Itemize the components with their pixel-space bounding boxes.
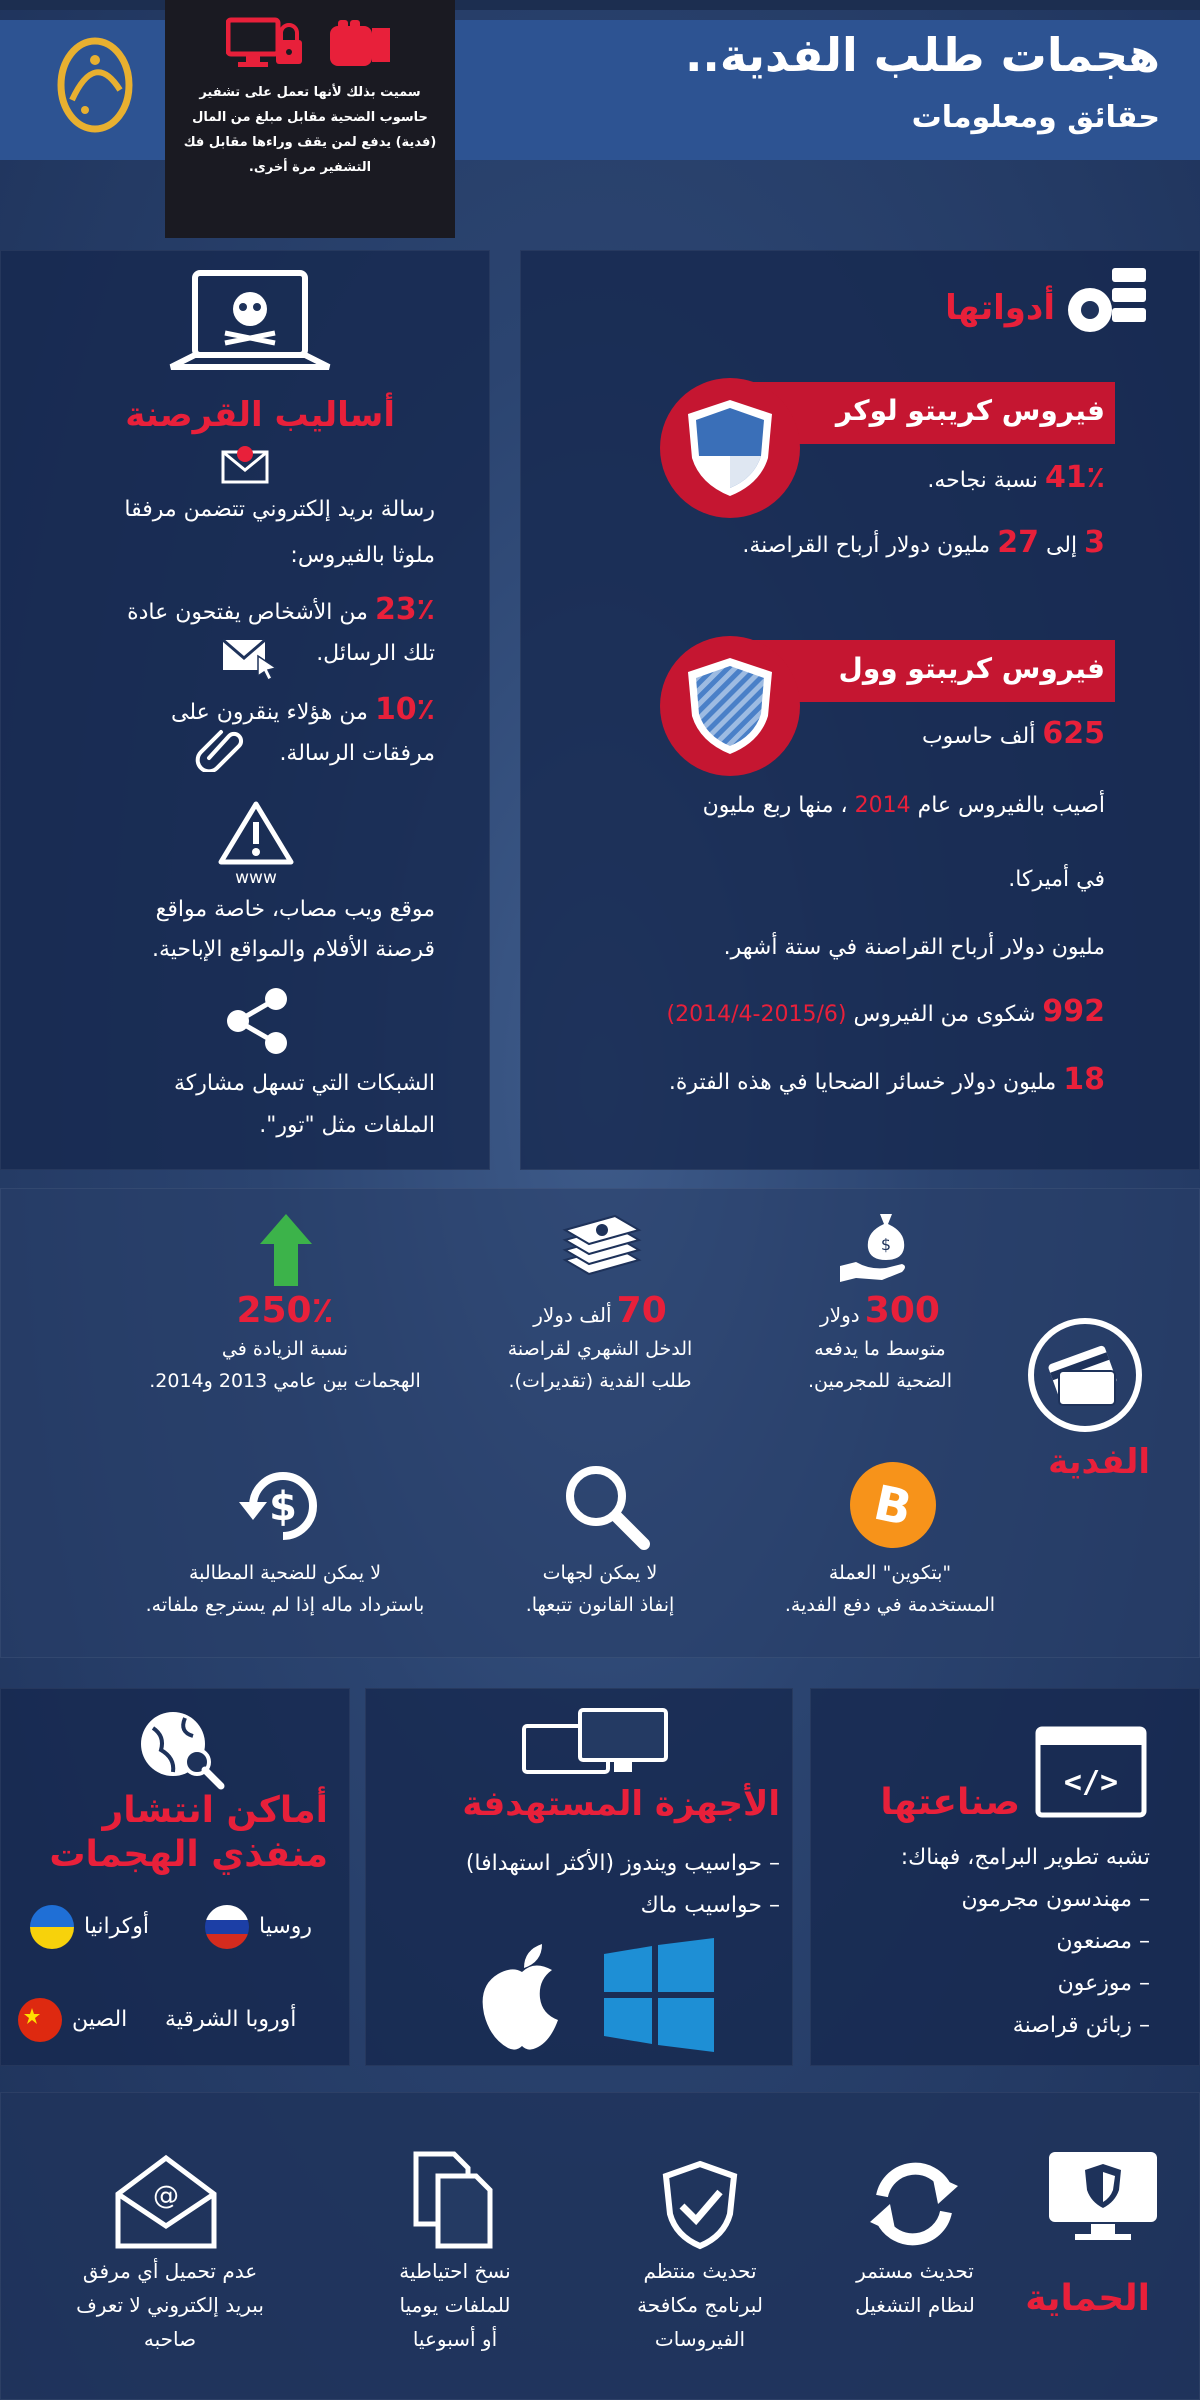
computers-label: ألف حاسوب — [921, 724, 1036, 749]
infected-text-b: ، منها ربع مليون — [702, 793, 848, 818]
infected-email-icon — [220, 442, 270, 484]
industry-item-3: – موزعون — [1057, 1971, 1150, 1996]
globe-search-icon — [135, 1706, 225, 1790]
ransom-heading: الفدية — [1048, 1442, 1150, 1482]
computers-value: 625 — [1042, 716, 1105, 751]
success-value: 41٪ — [1044, 460, 1105, 495]
country-label-ukraine: أوكرانيا — [84, 1914, 149, 1939]
click-value: 10٪ — [374, 692, 435, 727]
cryptowall-usa: في أميركا. — [1008, 867, 1105, 892]
email-click-icon — [220, 634, 280, 680]
profit-label: مليون دولار أرباح القراصنة. — [742, 533, 991, 558]
monthly-value: 70 — [616, 1290, 667, 1331]
svg-text:B: B — [869, 1474, 917, 1538]
industry-item-2: – مصنعون — [1056, 1929, 1150, 1954]
country-china — [18, 1998, 127, 2042]
avg-caption-a: متوسط ما يدفعه — [814, 1338, 946, 1360]
computers-icon — [520, 1706, 670, 1780]
complaints-label: شكوى من الفيروس — [853, 1002, 1036, 1027]
industry-item-1: – مهندسون مجرمون — [961, 1887, 1150, 1912]
places-heading-b: منفذي الهجمات — [49, 1834, 328, 1875]
country-eastern-europe: أوروبا الشرقية — [165, 2007, 297, 2032]
cryptowall-complaints — [667, 994, 1105, 1033]
industry-item-4: – زبائن قراصنة — [1012, 2013, 1150, 2038]
cryptowall-losses — [669, 1062, 1105, 1101]
trace-caption-b: إنفاذ القانون تتبعها. — [525, 1594, 675, 1616]
shield-icon — [682, 396, 778, 500]
losses-label: مليون دولار خسائر الضحايا في هذه الفترة. — [668, 1070, 1057, 1095]
apple-logo-icon — [472, 1942, 572, 2054]
paperclip-icon — [195, 722, 245, 772]
protection-1-a: تحديث مستمر — [856, 2259, 974, 2283]
svg-text:$: $ — [269, 1484, 297, 1530]
gears-server-icon — [1060, 260, 1150, 340]
credit-card-icon — [1025, 1315, 1145, 1435]
methods-heading: أساليب القرصنة — [125, 395, 395, 435]
protection-2-a: تحديث منتظم — [643, 2259, 757, 2283]
email-method-b: ملوثا بالفيروس: — [290, 543, 435, 568]
trace-caption-a: لا يمكن لجهات — [542, 1562, 658, 1584]
protection-4-b: ببريد إلكتروني لا تعرف — [76, 2293, 264, 2317]
ukraine-flag-icon — [30, 1905, 74, 1949]
open-text-b: تلك الرسائل. — [316, 641, 435, 666]
losses-value: 18 — [1063, 1062, 1105, 1097]
cryptolocker-title: فيروس كريبتو لوكر — [835, 394, 1105, 427]
click-text-b: مرفقات الرسالة. — [279, 741, 435, 766]
share-icon — [222, 985, 294, 1057]
avg-unit: دولار — [820, 1303, 860, 1327]
monthly-income — [480, 1290, 720, 1331]
increase-caption-b: الهجمات بين عامي 2013 و2014. — [149, 1370, 421, 1392]
definition-box — [165, 0, 455, 238]
protection-3-b: للملفات يوميا — [399, 2293, 511, 2317]
open-text-a: من الأشخاص يفتحون عادة — [127, 600, 368, 625]
cryptolocker-profit — [742, 525, 1105, 564]
click-text-a: من هؤلاء ينقرون على — [171, 700, 368, 725]
page-title: هجمات طلب الفدية.. — [684, 28, 1160, 82]
striped-shield-icon — [682, 654, 778, 758]
magnifier-icon — [560, 1460, 652, 1552]
profit-mid: إلى — [1045, 533, 1078, 558]
monthly-caption-b: طلب الفدية (تقديرات). — [508, 1370, 692, 1392]
cryptowall-infected — [703, 788, 1105, 824]
email-at-icon — [114, 2154, 218, 2250]
page-subtitle: حقائق ومعلومات — [911, 100, 1160, 135]
protection-1-b: لنظام التشغيل — [855, 2293, 975, 2317]
cryptowall-title: فيروس كريبتو وول — [838, 652, 1105, 685]
complaints-period: (2015/6-2014/4) — [666, 1002, 847, 1027]
increase-value: 250٪ — [236, 1290, 334, 1331]
places-heading-a: أماكن انتشار — [102, 1790, 328, 1831]
aljazeera-logo — [40, 30, 150, 140]
china-flag-icon — [18, 1998, 62, 2042]
monthly-caption-a: الدخل الشهري لقراصنة — [507, 1338, 693, 1360]
protection-4-a: عدم تحميل أي مرفق — [82, 2259, 258, 2283]
devices-heading: الأجهزة المستهدفة — [462, 1784, 780, 1824]
shield-monitor-icon — [1045, 2148, 1161, 2244]
tools-heading: أدواتها — [945, 288, 1055, 328]
increase-caption-a: نسبة الزيادة في — [221, 1338, 349, 1360]
bitcoin-caption-b: المستخدمة في دفع الفدية. — [784, 1594, 996, 1616]
computer-lock-icon — [226, 14, 316, 74]
bitcoin-caption-a: "بتكوين" العملة — [828, 1562, 952, 1584]
site-method-b: قرصنة الأفلام والمواقع الإباحية. — [151, 937, 435, 962]
country-label-china: الصين — [72, 2007, 128, 2032]
warning-icon — [218, 800, 294, 866]
bitcoin-icon — [848, 1460, 938, 1550]
protection-4-c: صاحبه — [143, 2327, 197, 2351]
hacked-laptop-icon — [165, 265, 335, 390]
up-arrow-icon — [258, 1212, 314, 1288]
infected-text-a: أصيب بالفيروس عام — [917, 793, 1105, 818]
infected-year: 2014 — [854, 793, 911, 818]
success-label: نسبة نجاحه. — [927, 468, 1038, 493]
device-item-mac: – حواسيب ماك — [640, 1893, 780, 1918]
money-bag-hand-icon — [836, 1210, 916, 1288]
monthly-unit: ألف دولار — [533, 1303, 612, 1327]
open-value: 23٪ — [374, 592, 435, 627]
network-method-b: الملفات مثل "تور". — [259, 1113, 435, 1138]
site-method-a: موقع ويب مصاب، خاصة مواقع — [155, 897, 435, 922]
code-window-icon — [1035, 1726, 1147, 1818]
country-ukraine — [30, 1905, 149, 1949]
fist-cash-icon — [324, 14, 394, 74]
protection-3-c: أو أسبوعيا — [412, 2327, 498, 2351]
cryptolocker-success — [927, 460, 1105, 499]
refund-caption-a: لا يمكن للضحية المطالبة — [188, 1562, 382, 1584]
avg-caption-b: الضحية للمجرمين. — [808, 1370, 952, 1392]
svg-text:$: $ — [880, 1235, 892, 1254]
avg-value: 300 — [864, 1290, 940, 1331]
complaints-value: 992 — [1042, 994, 1105, 1029]
cryptowall-profit: مليون دولار أرباح القراصنة في ستة أشهر. — [723, 935, 1105, 960]
industry-heading: صناعتها — [880, 1782, 1020, 1823]
network-method-a: الشبكات التي تسهل مشاركة — [174, 1071, 435, 1096]
profit-value-b: 27 — [997, 525, 1039, 560]
protection-2-b: لبرنامج مكافحة — [637, 2293, 763, 2317]
email-method-a: رسالة بريد إلكتروني تتضمن مرفقا — [124, 497, 435, 522]
windows-logo-icon — [600, 1936, 718, 2054]
industry-intro: تشبه تطوير البرامج، فهناك: — [900, 1845, 1150, 1870]
country-russia — [205, 1905, 312, 1949]
device-item-windows: – حواسيب ويندوز (الأكثر استهدافا) — [465, 1851, 780, 1876]
protection-3-a: نسخ احتياطية — [399, 2259, 511, 2283]
open-rate — [127, 592, 435, 631]
russia-flag-icon — [205, 1905, 249, 1949]
protection-2-c: الفيروسات — [654, 2327, 746, 2351]
refund-caption-b: باسترداد ماله إذا لم يسترجع ملفاته. — [145, 1594, 425, 1616]
refresh-icon — [862, 2156, 966, 2252]
protection-heading: الحماية — [1025, 2278, 1150, 2319]
shield-check-icon — [660, 2160, 740, 2250]
refund-icon — [235, 1458, 331, 1554]
cash-stack-icon — [555, 1210, 645, 1286]
svg-text:</>: </> — [1063, 1765, 1119, 1800]
cryptowall-computers — [922, 716, 1105, 755]
www-label: www — [235, 868, 277, 888]
svg-text:@: @ — [153, 2181, 179, 2211]
profit-value-a: 3 — [1084, 525, 1105, 560]
avg-ransom — [790, 1290, 970, 1331]
country-label-russia: روسيا — [259, 1914, 313, 1939]
copy-files-icon — [410, 2150, 496, 2250]
definition-text: سميت بذلك لأنها تعمل على تشفير حاسوب الضحية مقابل مبلغ من المال (فدية) يدفع لمن يقف وراءها مقابل فك التشفير مرة أخرى. — [183, 85, 437, 175]
